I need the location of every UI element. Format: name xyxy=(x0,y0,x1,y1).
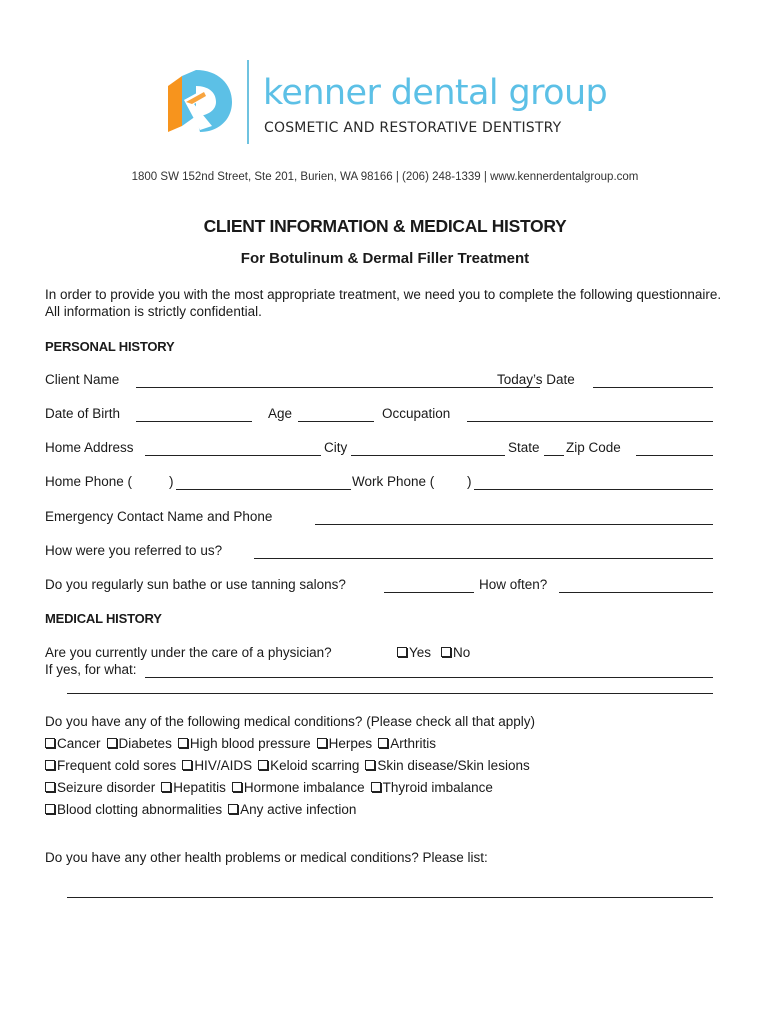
conditions-line-4 xyxy=(45,799,713,821)
age-label: Age xyxy=(268,406,293,421)
dob-row xyxy=(45,406,713,426)
home-phone-paren: ) xyxy=(169,474,174,489)
other-conditions-field[interactable] xyxy=(67,897,713,898)
address-row xyxy=(45,440,713,460)
condition-skin-disease[interactable]: Skin disease/Skin lesions xyxy=(365,758,529,773)
if-yes-field[interactable] xyxy=(145,677,713,678)
home-address-label: Home Address xyxy=(45,440,134,455)
condition-herpes[interactable]: Herpes xyxy=(317,736,373,751)
zip-code-field[interactable] xyxy=(636,455,713,456)
condition-keloid-scarring[interactable]: Keloid scarring xyxy=(258,758,359,773)
brand-tagline: COSMETIC AND RESTORATIVE DENTISTRY xyxy=(264,120,562,136)
no-checkbox-icon[interactable] xyxy=(441,647,451,657)
referred-field[interactable] xyxy=(254,558,713,559)
work-phone-label: Work Phone ( xyxy=(352,474,435,489)
if-yes-row xyxy=(45,662,713,682)
age-field[interactable] xyxy=(298,421,374,422)
condition-hiv-aids[interactable]: HIV/AIDS xyxy=(182,758,252,773)
client-name-field[interactable] xyxy=(136,387,540,388)
intro-paragraph: In order to provide you with the most appropriate treatment, we need you to complete the following questionnaire. All information is strictly confidential. xyxy=(45,287,722,319)
city-label: City xyxy=(324,440,348,455)
condition-arthritis[interactable]: Arthritis xyxy=(378,736,436,751)
work-phone-paren: ) xyxy=(467,474,472,489)
dob-label: Date of Birth xyxy=(45,406,121,421)
checkbox-icon[interactable] xyxy=(317,738,327,748)
medical-history-heading: MEDICAL HISTORY xyxy=(45,611,162,626)
todays-date-label: Today’s Date xyxy=(497,372,575,387)
occupation-field[interactable] xyxy=(467,421,713,422)
condition-high-blood-pressure[interactable]: High blood pressure xyxy=(178,736,311,751)
sun-bathe-label: Do you regularly sun bathe or use tanning salons? xyxy=(45,577,346,592)
emergency-contact-row xyxy=(45,509,713,529)
checkbox-icon[interactable] xyxy=(258,760,268,770)
checkbox-icon[interactable] xyxy=(232,782,242,792)
occupation-label: Occupation xyxy=(382,406,451,421)
personal-history-heading: PERSONAL HISTORY xyxy=(45,339,175,354)
condition-hormone-imbalance[interactable]: Hormone imbalance xyxy=(232,780,365,795)
logo-mark-icon xyxy=(166,66,236,136)
home-phone-label: Home Phone ( xyxy=(45,474,133,489)
checkbox-icon[interactable] xyxy=(378,738,388,748)
zip-code-label: Zip Code xyxy=(566,440,621,455)
checkbox-icon[interactable] xyxy=(45,804,55,814)
physician-no-option[interactable] xyxy=(441,645,470,660)
dob-field[interactable] xyxy=(136,421,252,422)
condition-hepatitis[interactable]: Hepatitis xyxy=(161,780,226,795)
home-address-field[interactable] xyxy=(145,455,321,456)
todays-date-field[interactable] xyxy=(593,387,713,388)
condition-diabetes[interactable]: Diabetes xyxy=(107,736,172,751)
page-subtitle: For Botulinum & Dermal Filler Treatment xyxy=(240,250,530,267)
state-field[interactable] xyxy=(544,455,564,456)
yes-label: Yes xyxy=(409,645,432,660)
physician-yes-option[interactable] xyxy=(397,645,431,660)
page-title: CLIENT INFORMATION & MEDICAL HISTORY xyxy=(203,216,567,236)
address-line: 1800 SW 152nd Street, Ste 201, Burien, WA 98166 | (206) 248-1339 | www.kennerdentalgroup.com xyxy=(131,171,639,183)
sun-bathe-row xyxy=(45,577,713,597)
brand-name: kenner dental group xyxy=(263,73,608,113)
conditions-question: Do you have any of the following medical conditions? (Please check all that apply) xyxy=(45,714,536,729)
phone-row xyxy=(45,474,713,494)
condition-thyroid-imbalance[interactable]: Thyroid imbalance xyxy=(371,780,493,795)
sun-bathe-field[interactable] xyxy=(384,592,474,593)
condition-seizure-disorder[interactable]: Seizure disorder xyxy=(45,780,155,795)
logo-divider xyxy=(247,60,249,144)
conditions-line-1 xyxy=(45,733,713,755)
how-often-label: How often? xyxy=(479,577,548,592)
checkbox-icon[interactable] xyxy=(107,738,117,748)
checkbox-icon[interactable] xyxy=(45,738,55,748)
yes-checkbox-icon[interactable] xyxy=(397,647,407,657)
city-field[interactable] xyxy=(351,455,505,456)
conditions-block xyxy=(45,711,713,821)
condition-frequent-cold-sores[interactable]: Frequent cold sores xyxy=(45,758,176,773)
checkbox-icon[interactable] xyxy=(228,804,238,814)
condition-active-infection[interactable]: Any active infection xyxy=(228,802,356,817)
checkbox-icon[interactable] xyxy=(178,738,188,748)
if-yes-label: If yes, for what: xyxy=(45,662,137,677)
emergency-contact-field[interactable] xyxy=(315,524,713,525)
condition-cancer[interactable]: Cancer xyxy=(45,736,101,751)
client-name-row xyxy=(45,372,713,392)
client-name-label: Client Name xyxy=(45,372,120,387)
referred-row xyxy=(45,543,713,563)
conditions-line-2 xyxy=(45,755,713,777)
no-label: No xyxy=(453,645,471,660)
home-phone-field[interactable] xyxy=(176,489,351,490)
other-conditions-question: Do you have any other health problems or medical conditions? Please list: xyxy=(45,850,488,865)
checkbox-icon[interactable] xyxy=(182,760,192,770)
if-yes-field-line-2[interactable] xyxy=(67,693,713,694)
checkbox-icon[interactable] xyxy=(161,782,171,792)
referred-label: How were you referred to us? xyxy=(45,543,223,558)
conditions-line-3 xyxy=(45,777,713,799)
condition-blood-clotting[interactable]: Blood clotting abnormalities xyxy=(45,802,222,817)
physician-question: Are you currently under the care of a physician? xyxy=(45,645,332,660)
state-label: State xyxy=(508,440,540,455)
checkbox-icon[interactable] xyxy=(371,782,381,792)
checkbox-icon[interactable] xyxy=(45,760,55,770)
work-phone-field[interactable] xyxy=(474,489,713,490)
checkbox-icon[interactable] xyxy=(45,782,55,792)
checkbox-icon[interactable] xyxy=(365,760,375,770)
emergency-contact-label: Emergency Contact Name and Phone xyxy=(45,509,273,524)
how-often-field[interactable] xyxy=(559,592,713,593)
